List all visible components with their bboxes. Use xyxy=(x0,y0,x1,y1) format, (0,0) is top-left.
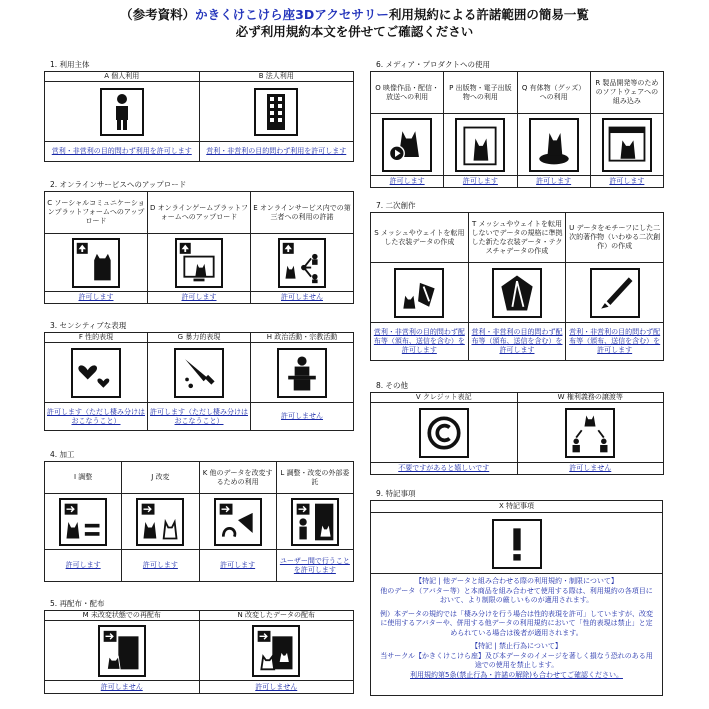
section-5-table: M 未改変状態での再配布 N 改変したデータの配布 許可しません 許可しません xyxy=(44,610,354,694)
section-3-table: F 性的表現 G 暴力的表現 H 政治活動・宗教活動 許可します（ただし棲み分けはおこなうこと） 許可します（ただし棲み分けはおこなうこと） 許可しません xyxy=(44,332,354,431)
share-cat-icon xyxy=(278,238,326,288)
person-icon xyxy=(100,88,144,136)
section-4-title: 4. 加工 xyxy=(50,450,75,459)
distribute-modified-icon xyxy=(252,625,300,677)
new-outfit-icon xyxy=(492,268,542,318)
note-1-heading: 【特記 | 他データと組み合わせる際の利用規約・制限について】 xyxy=(415,577,618,585)
section-5-title: 5. 再配布・配布 xyxy=(50,599,105,608)
redistribute-icon xyxy=(98,625,146,677)
copyright-icon xyxy=(419,408,469,458)
mesh-transfer-icon xyxy=(394,268,444,318)
page-subtitle: 必ず利用規約本文を併せてご確認ください xyxy=(235,24,474,39)
note-2-body: 当サークル【かきくけこけら座】及び本データのイメージを著しく損なう恐れのある用途での使用を禁止します。 xyxy=(380,651,653,669)
section-9-title: 9. 特記事項 xyxy=(376,489,416,498)
section-7-table: S メッシュやウェイトを転用した衣装データの作成 T メッシュやウェイトを転用しないでデータの規格に準拠した新たな衣装データ・テクスチャデータの作成 U データをモチーフにした二次的著作物（いわゆる二次創作）の作成 営利・非営利の目的問わず配布等（頒布、送信を含む）を許可します 営利・非営利の目的問わず配布等（頒布、送信を含む）を許可します 営利・非営利の目的問わず配布等（頒布、送信を含む）を許可します xyxy=(370,212,664,361)
note-2-heading: 【特記 | 禁止行為について】 xyxy=(471,642,562,650)
goods-cat-icon xyxy=(529,118,579,172)
section-9-box xyxy=(370,500,663,696)
tail-icon xyxy=(214,498,262,546)
hearts-icon xyxy=(71,348,121,398)
building-icon xyxy=(254,88,298,136)
section-1-table: A 個人利用 B 法人利用 営利・非営利の目的問わず利用を許可します 営利・非営利の目的問わず利用を許可します xyxy=(44,71,354,162)
note-1-body: 他のデータ（アバター等）と本商品を組み合わせて使用する際は、利用規約の各項目において、より制限の厳しいものが適用されます。 xyxy=(380,586,653,604)
modify-icon xyxy=(136,498,184,546)
book-cat-icon xyxy=(455,118,505,172)
knife-icon xyxy=(174,348,224,398)
section-3-title: 3. センシティブな表現 xyxy=(50,321,127,330)
note-1-example: 例）本データの規約では「棲み分けを行う場合は性的表現を許可」していますが、改変に使用するアバターや、併用する他データの利用規約において「性的表現は禁止」と定められている場合は後者が適用されます。 xyxy=(380,609,653,637)
page-title: （参考資料）かきくけこけら座3Dアクセサリー利用規約による許諾範囲の簡易一覧 必ず利用規約本文を併せてご確認ください xyxy=(0,6,709,40)
section-2-table: C ソーシャルコミュニケーションプラットフォームへのアップロード D オンラインゲームプラットフォームへのアップロード E オンラインサービス内での第三者への利用の許諾 許可します 許可します 許可しません xyxy=(44,191,354,304)
note-2-link: 利用規約第5条(禁止行為・許諾の解除)も合わせてご確認ください。 xyxy=(410,670,623,679)
transfer-rights-icon xyxy=(565,408,615,458)
section-2-title: 2. オンラインサービスへのアップロード xyxy=(50,180,187,189)
podium-icon xyxy=(277,348,327,398)
video-cat-icon xyxy=(382,118,432,172)
section-6-title: 6. メディア・プロダクトへの使用 xyxy=(376,60,490,69)
section-8-table: V クレジット表記 W 権利義務の譲渡等 不要ですがあると嬉しいです 許可しません xyxy=(370,392,664,475)
upload-cat-icon xyxy=(72,238,120,288)
section-9-head: X 特記事項 xyxy=(371,501,662,513)
outsource-icon xyxy=(291,498,339,546)
pen-icon xyxy=(590,268,640,318)
section-8-title: 8. その他 xyxy=(376,381,409,390)
adjust-icon xyxy=(59,498,107,546)
upload-screen-cat-icon xyxy=(175,238,223,288)
section-1-title: 1. 利用主体 xyxy=(50,60,90,69)
section-6-table: O 映像作品・配信・放送への利用 P 出版物・電子出版物への利用 Q 有体物（グッズ）への利用 R 製品開発等のためのソフトウェアへの組み込み 許可します 許可します 許可します 許可します xyxy=(370,71,664,188)
exclamation-icon xyxy=(492,519,542,569)
section-4-table: I 調整 J 改変 K 他のデータを改変するための利用 L 調整・改変の外部委託 許可します 許可します 許可します ユーザー間で行うことを許可します xyxy=(44,461,354,582)
software-cat-icon xyxy=(602,118,652,172)
section-7-title: 7. 二次創作 xyxy=(376,201,416,210)
